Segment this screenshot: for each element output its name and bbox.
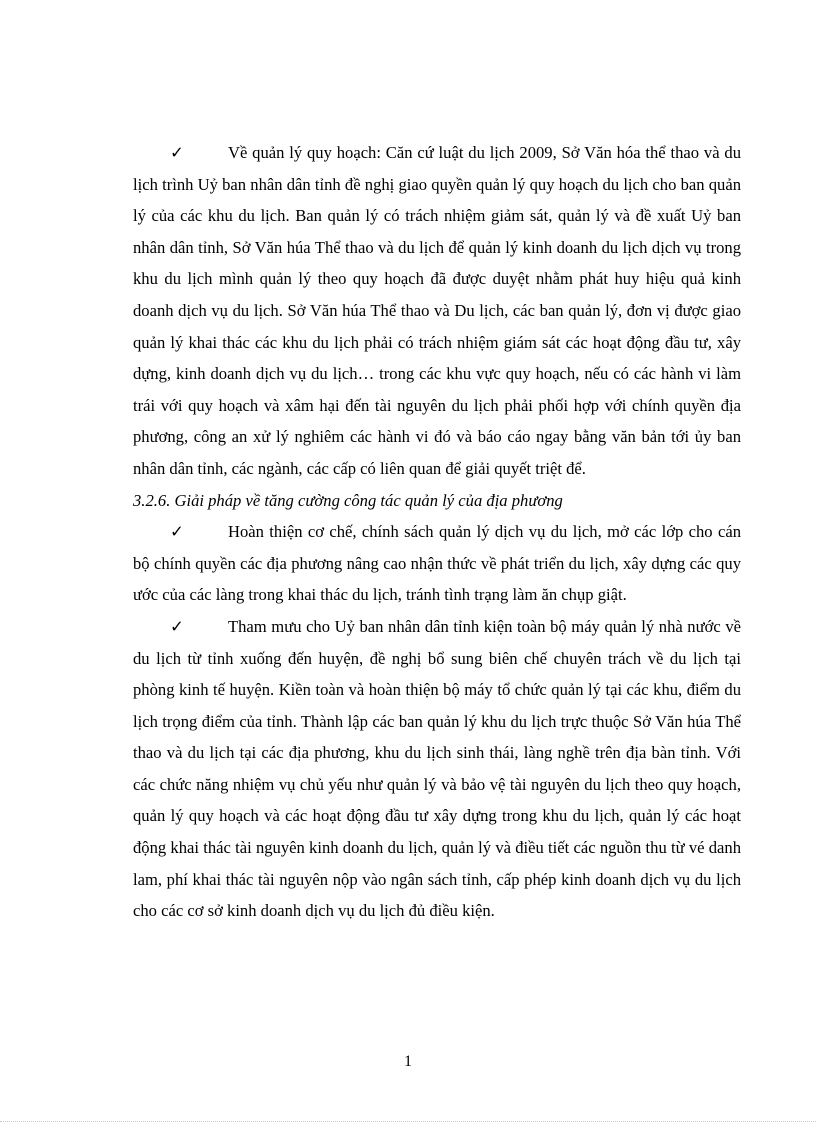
page-number: 1 <box>404 1053 412 1070</box>
paragraph-advisory-apparatus <box>133 611 741 927</box>
document-body <box>133 137 741 927</box>
paragraph-policy-mechanism <box>133 516 741 611</box>
checkmark-icon: ✓ <box>170 616 184 636</box>
paragraph-planning-management <box>133 137 741 485</box>
page-bottom-divider <box>0 1121 816 1122</box>
paragraph-text: Hoàn thiện cơ chế, chính sách quản lý dịch vụ du lịch, mở các lớp cho cán bộ chính quyền các địa phương nâng cao nhận thức về phát triển du lịch, xây dựng các quy ước của các làng trong khai thác du lịch, tránh tình trạng làm ăn chụp giật. <box>133 522 741 605</box>
paragraph-text: Về quản lý quy hoạch: Căn cứ luật du lịch 2009, Sở Văn hóa thể thao và du lịch trình Uỷ ban nhân dân tỉnh đề nghị giao quyền quản lý quy hoạch du lịch cho ban quản lý của các khu du lịch. Ban quản lý có trách nhiệm giảm sát, quản lý và đề xuất Uỷ ban nhân dân tỉnh, Sở Văn húa Thể thao và du lịch để quản lý kinh doanh du lịch dịch vụ trong khu du lịch mình quản lý theo quy hoạch đã được duyệt nhằm phát huy hiệu quả kinh doanh dịch vụ du lịch. Sở Văn húa Thể thao và Du lịch, các ban quản lý, đơn vị được giao quản lý khai thác các khu du lịch phải có trách nhiệm giám sát các hoạt động đầu tư, xây dựng, kinh doanh dịch vụ du lịch… trong các khu vực quy hoạch, nếu có các hành vi làm trái với quy hoạch và xâm hại đến tài nguyên du lịch phải phối hợp với chính quyền địa phương, công an xử lý nghiêm các hành vi đó và báo cáo ngay bằng văn bản tới ủy ban nhân dân tỉnh, các ngành, các cấp có liên quan để giải quyết triệt để. <box>133 143 741 478</box>
section-heading: 3.2.6. Giải pháp về tăng cường công tác quản lý của địa phương <box>133 490 563 510</box>
checkmark-icon: ✓ <box>170 143 184 162</box>
paragraph-text: Tham mưu cho Uỷ ban nhân dân tỉnh kiện toàn bộ máy quản lý nhà nước về du lịch từ tỉnh xuống đến huyện, đề nghị bổ sung biên chế chuyên trách về du lịch tại phòng kinh tế huyện. Kiền toàn và hoàn thiện bộ máy tổ chức quản lý tại các khu, điểm du lịch trọng điểm của tỉnh. Thành lập các ban quản lý khu du lịch trực thuộc Sở Văn húa Thể thao và du lịch tại các địa phương, khu du lịch sinh thái, làng nghề trên địa bàn tỉnh. Với các chức năng nhiệm vụ chủ yếu như quản lý và bảo vệ tài nguyên du lịch theo quy hoạch, quản lý quy hoạch và các hoạt động đầu tư xây dựng trong khu du lịch, quản lý các hoạt động khai thác tài nguyên kinh doanh du lịch, quản lý và điều tiết các nguồn thu từ vé danh lam, phí khai thác tài nguyên nộp vào ngân sách tỉnh, cấp phép kinh doanh dịch vụ du lịch cho các cơ sở kinh doanh dịch vụ du lịch đủ điều kiện. <box>133 616 741 921</box>
checkmark-icon: ✓ <box>170 522 184 542</box>
